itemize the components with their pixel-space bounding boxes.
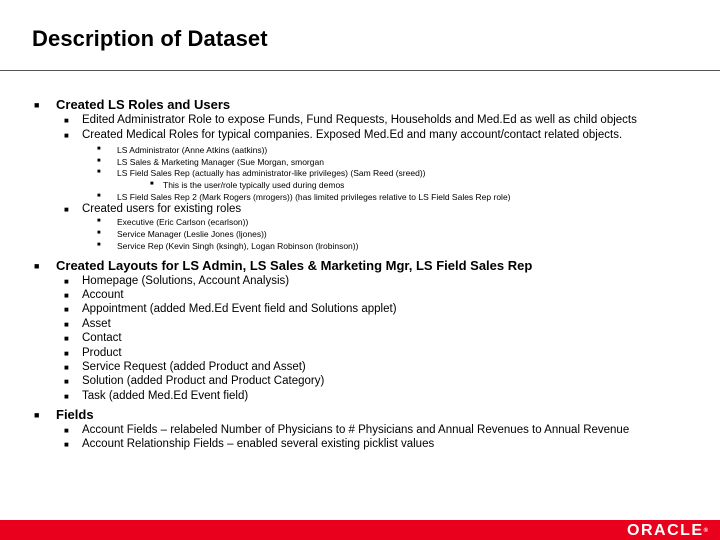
list-item: ■ Appointment (added Med.Ed Event field and Solutions applet) (64, 303, 397, 315)
square-bullet-icon: ■ (97, 193, 101, 199)
list-item: ■ Service Request (added Product and Asset) (64, 361, 306, 373)
footer-bar (0, 520, 720, 540)
list-item: ■ LS Field Sales Rep (actually has administrator-like privileges) (Sam Reed (sreed)) (97, 168, 426, 178)
square-bullet-icon: ■ (64, 305, 69, 314)
list-item: ■ Solution (added Product and Product Category) (64, 375, 325, 387)
list-item: ■ Service Manager (Leslie Jones (ljones)) (97, 229, 267, 239)
list-item: ■ Account (64, 289, 124, 301)
square-bullet-icon: ■ (64, 377, 69, 386)
list-item: ■ LS Administrator (Anne Atkins (aatkins)) (97, 145, 268, 155)
list-item: ■ Edited Administrator Role to expose Funds, Fund Requests, Households and Med.Ed as well as child objects (64, 114, 637, 126)
square-bullet-icon: ■ (64, 392, 69, 401)
list-item: ■ Created users for existing roles (64, 203, 242, 215)
square-bullet-icon: ■ (97, 230, 101, 236)
square-bullet-icon: ■ (64, 205, 69, 214)
square-bullet-icon: ■ (97, 242, 101, 248)
list-item: ■ Task (added Med.Ed Event field) (64, 390, 249, 402)
square-bullet-icon: ■ (97, 158, 101, 164)
list-item: ■ Account Fields – relabeled Number of Physicians to # Physicians and Annual Revenues to Annual Revenue (64, 424, 630, 436)
square-bullet-icon: ■ (64, 291, 69, 300)
square-bullet-icon: ■ (34, 100, 40, 110)
square-bullet-icon: ■ (34, 261, 40, 271)
list-item: ■ Created LS Roles and Users (34, 97, 231, 112)
list-item: ■ Created Medical Roles for typical companies. Exposed Med.Ed and many account/contact related objects. (64, 129, 623, 141)
list-item: ■ Contact (64, 332, 122, 344)
square-bullet-icon: ■ (97, 146, 101, 152)
title-divider (0, 70, 720, 71)
oracle-logo: ORACLE® (627, 522, 708, 539)
list-item: ■ Executive (Eric Carlson (ecarlson)) (97, 217, 249, 227)
square-bullet-icon: ■ (34, 410, 40, 420)
list-item: ■ Created Layouts for LS Admin, LS Sales & Marketing Mgr, LS Field Sales Rep (34, 258, 533, 273)
slide-title: Description of Dataset (32, 26, 268, 51)
square-bullet-icon: ■ (97, 169, 101, 175)
list-item: ■ Product (64, 347, 122, 359)
list-item: ■ Homepage (Solutions, Account Analysis) (64, 275, 290, 287)
list-item: ■ Service Rep (Kevin Singh (ksingh), Logan Robinson (lrobinson)) (97, 241, 359, 251)
square-bullet-icon: ■ (64, 440, 69, 449)
list-item: ■ This is the user/role typically used during demos (150, 180, 345, 190)
square-bullet-icon: ■ (150, 181, 154, 187)
list-item: ■ Account Relationship Fields – enabled several existing picklist values (64, 438, 435, 450)
list-item: ■ LS Sales & Marketing Manager (Sue Morgan, smorgan (97, 157, 324, 167)
list-item: ■ Fields (34, 407, 94, 422)
list-item: ■ LS Field Sales Rep 2 (Mark Rogers (mrogers)) (has limited privileges relative to LS Field Sales Rep role) (97, 192, 511, 202)
square-bullet-icon: ■ (64, 349, 69, 358)
square-bullet-icon: ■ (97, 218, 101, 224)
square-bullet-icon: ■ (64, 320, 69, 329)
square-bullet-icon: ■ (64, 363, 69, 372)
square-bullet-icon: ■ (64, 131, 69, 140)
square-bullet-icon: ■ (64, 334, 69, 343)
square-bullet-icon: ■ (64, 116, 69, 125)
square-bullet-icon: ■ (64, 426, 69, 435)
square-bullet-icon: ■ (64, 277, 69, 286)
list-item: ■ Asset (64, 318, 111, 330)
registered-mark: ® (703, 528, 708, 534)
